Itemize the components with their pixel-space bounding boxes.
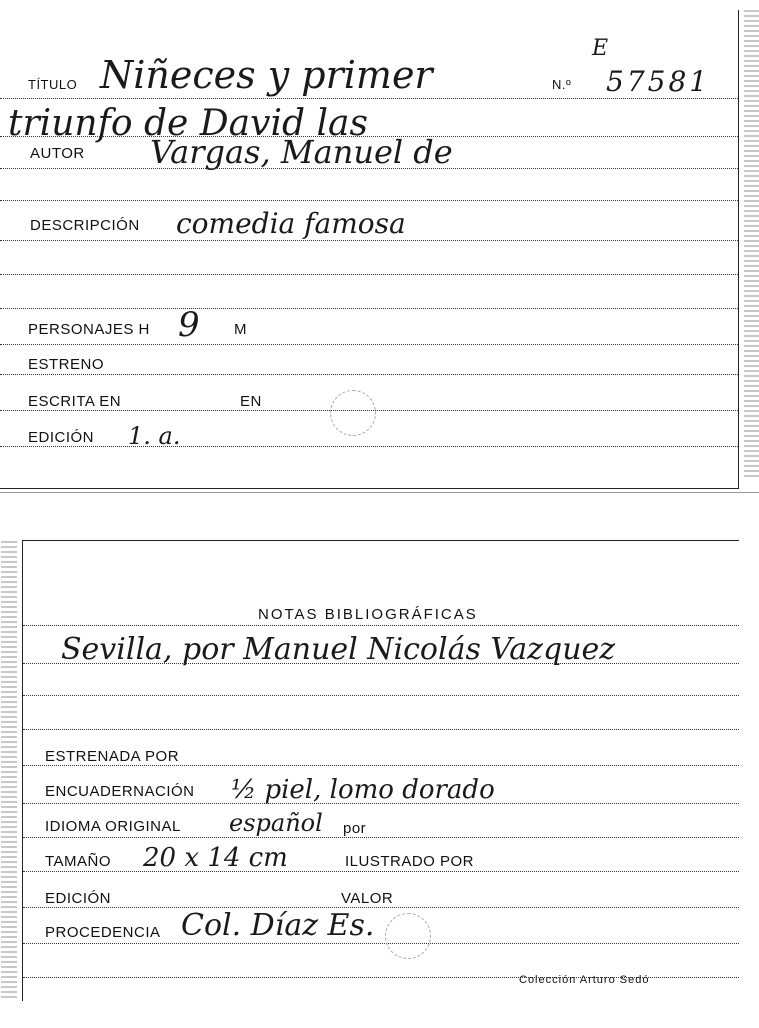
procedencia-value: Col. Díaz Es. — [181, 908, 375, 943]
descripcion-label: DESCRIPCIÓN — [30, 217, 140, 234]
estrenada-label: ESTRENADA POR — [45, 748, 180, 765]
catalog-card-back — [22, 540, 739, 1001]
numero-prefix: E — [592, 36, 609, 61]
ruled-line — [23, 803, 739, 804]
ilustrado-label: ILUSTRADO POR — [345, 853, 475, 870]
coleccion-label: Colección Arturo Sedó — [519, 974, 650, 986]
ruled-line — [23, 625, 739, 626]
valor-label: VALOR — [341, 890, 394, 907]
encuadernacion-value: ½ piel, lomo dorado — [231, 775, 495, 805]
ruled-line — [0, 274, 738, 275]
personajes-m-label: M — [234, 321, 247, 338]
numero-label: N.º — [552, 77, 572, 92]
ruled-line — [0, 308, 738, 309]
autor-label: AUTOR — [30, 145, 85, 162]
catalog-card-front — [0, 10, 739, 489]
ruled-line — [23, 943, 739, 944]
encuadernacion-label: ENCUADERNACIÓN — [45, 783, 195, 800]
ruled-line — [23, 871, 739, 872]
tamano-value: 20 x 14 cm — [143, 843, 288, 873]
autor-value: Vargas, Manuel de — [150, 133, 453, 171]
titulo-value-line1: Niñeces y primer — [100, 53, 433, 97]
ruled-line — [0, 446, 738, 447]
estreno-label: ESTRENO — [28, 356, 105, 373]
faint-stamp — [385, 913, 431, 959]
idioma-por-label: por — [343, 820, 367, 837]
idioma-label: IDIOMA ORIGINAL — [45, 818, 181, 835]
ruled-line — [0, 168, 738, 169]
ruled-line — [23, 907, 739, 908]
personajes-h-value: 9 — [178, 305, 200, 345]
escrita-en-label: ESCRITA EN — [28, 393, 122, 410]
descripcion-value: comedia famosa — [176, 207, 406, 240]
edicion-value: 1. a. — [128, 422, 181, 450]
titulo-label: TÍTULO — [28, 77, 78, 92]
numero-value: 57581 — [606, 65, 711, 98]
idioma-value: español — [229, 809, 323, 837]
card-divider — [0, 492, 759, 493]
procedencia-label: PROCEDENCIA — [45, 924, 161, 941]
edge-speckle — [744, 10, 759, 480]
ruled-line — [0, 344, 738, 345]
ruled-line — [23, 695, 739, 696]
tamano-label: TAMAÑO — [45, 853, 112, 870]
ruled-line — [0, 374, 738, 375]
escrita-en2-label: EN — [240, 393, 262, 410]
ruled-line — [23, 837, 739, 838]
edge-speckle — [1, 541, 17, 1001]
notas-value: Sevilla, por Manuel Nicolás Vazquez — [61, 632, 616, 667]
personajes-label: PERSONAJES H — [28, 321, 150, 338]
ruled-line — [0, 98, 738, 99]
ruled-line — [0, 200, 738, 201]
faint-stamp — [330, 390, 376, 436]
notas-label: NOTAS BIBLIOGRÁFICAS — [258, 606, 478, 623]
edicion-back-label: EDICIÓN — [45, 890, 112, 907]
ruled-line — [0, 240, 738, 241]
ruled-line — [23, 765, 739, 766]
ruled-line — [23, 729, 739, 730]
edicion-label: EDICIÓN — [28, 429, 95, 446]
titulo-value-line2: triunfo de David las — [8, 103, 368, 144]
ruled-line — [23, 663, 739, 664]
